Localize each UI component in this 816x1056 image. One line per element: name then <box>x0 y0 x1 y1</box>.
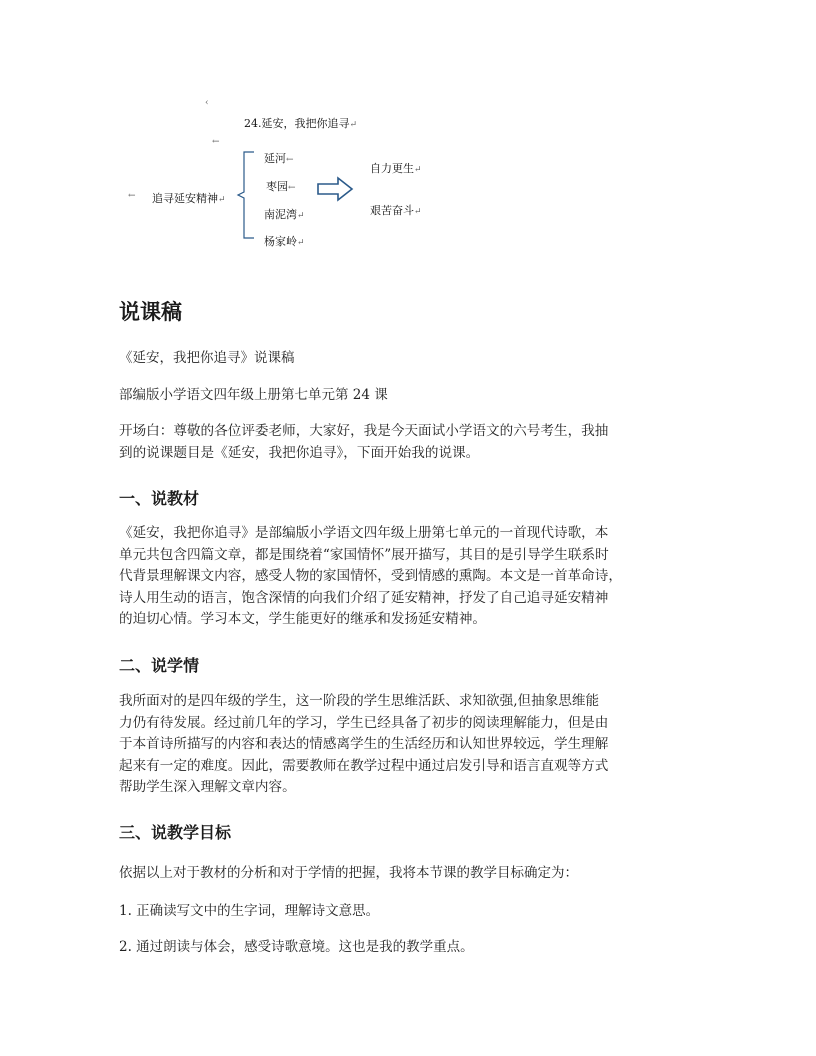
opening-paragraph <box>119 421 709 464</box>
text-line: 代背景理解课文内容，感受人物的家国情怀，受到情感的熏陶。本文是一首革命诗， <box>119 568 622 584</box>
goal-item: 1. 正确读写文中的生字词，理解诗文意思。 <box>119 903 380 919</box>
text-line: 于本首诗所描写的内容和表达的情感离学生的生活经历和认知世界较远，学生理解 <box>119 736 609 752</box>
goal-item: 2. 通过朗读与体会，感受诗歌意境。这也是我的教学重点。 <box>119 939 474 955</box>
spirit-node: 自力更生↵ <box>370 162 422 175</box>
text-line: 开场白：尊敬的各位评委老师，大家好，我是今天面试小学语文的六号考生，我抽 <box>119 423 609 439</box>
section-heading: 一、说教材 <box>119 489 200 508</box>
format-mark: ← <box>128 191 136 201</box>
spirit-node: 艰苦奋斗↵ <box>370 204 422 217</box>
diagram-connectors <box>234 148 354 244</box>
section-paragraph <box>119 523 709 631</box>
text-line: 力仍有待发展。经过前几年的学习，学生已经具备了初步的阅读理解能力，但是由 <box>119 714 609 731</box>
text-line: 到的说课题目是《延安，我把你追寻》，下面开始我的说课。 <box>119 444 480 461</box>
brace-bracket <box>238 152 254 238</box>
arrow-right-icon <box>318 178 352 200</box>
section-heading: 三、说教学目标 <box>119 823 232 842</box>
text-line: 我所面对的是四年级的学生，这一阶段的学生思维活跃、求知欲强,但抽象思维能 <box>119 693 600 709</box>
format-mark: ← <box>212 137 220 147</box>
text-line: 帮助学生深入理解文章内容。 <box>119 779 296 795</box>
course-info: 部编版小学语文四年级上册第七单元第 24 课 <box>119 387 388 403</box>
page-title: 说课稿 <box>119 300 182 324</box>
diagram-root: 追寻延安精神↵ <box>152 192 226 205</box>
text-line: 诗人用生动的语言，饱含深情的向我们介绍了延安精神，抒发了自己追寻延安精神 <box>119 589 609 606</box>
place-node: 枣园← <box>266 180 296 193</box>
lesson-title: 《延安，我把你追寻》说课稿 <box>119 350 295 366</box>
goals-intro: 依据以上对于教材的分析和对于学情的把握，我将本节课的教学目标确定为： <box>119 865 578 881</box>
diagram-title: 24.延安，我把你追寻↵ <box>244 117 358 130</box>
place-node: 杨家岭↵ <box>264 235 305 248</box>
text-line: 单元共包含四篇文章，都是围绕着“家国情怀”展开描写，其目的是引导学生联系时 <box>119 546 609 563</box>
format-mark: ‹ <box>205 98 209 108</box>
text-line: 的迫切心情。学习本文，学生能更好的继承和发扬延安精神。 <box>119 611 487 627</box>
text-line: 《延安，我把你追寻》是部编版小学语文四年级上册第七单元的一首现代诗歌，本 <box>119 525 609 541</box>
section-paragraph <box>119 691 709 799</box>
text-line: 起来有一定的难度。因此，需要教师在教学过程中通过启发引导和语言直观等方式 <box>119 757 609 774</box>
place-node: 延河← <box>264 152 294 165</box>
place-node: 南泥湾↵ <box>264 208 305 221</box>
section-heading: 二、说学情 <box>119 656 200 675</box>
